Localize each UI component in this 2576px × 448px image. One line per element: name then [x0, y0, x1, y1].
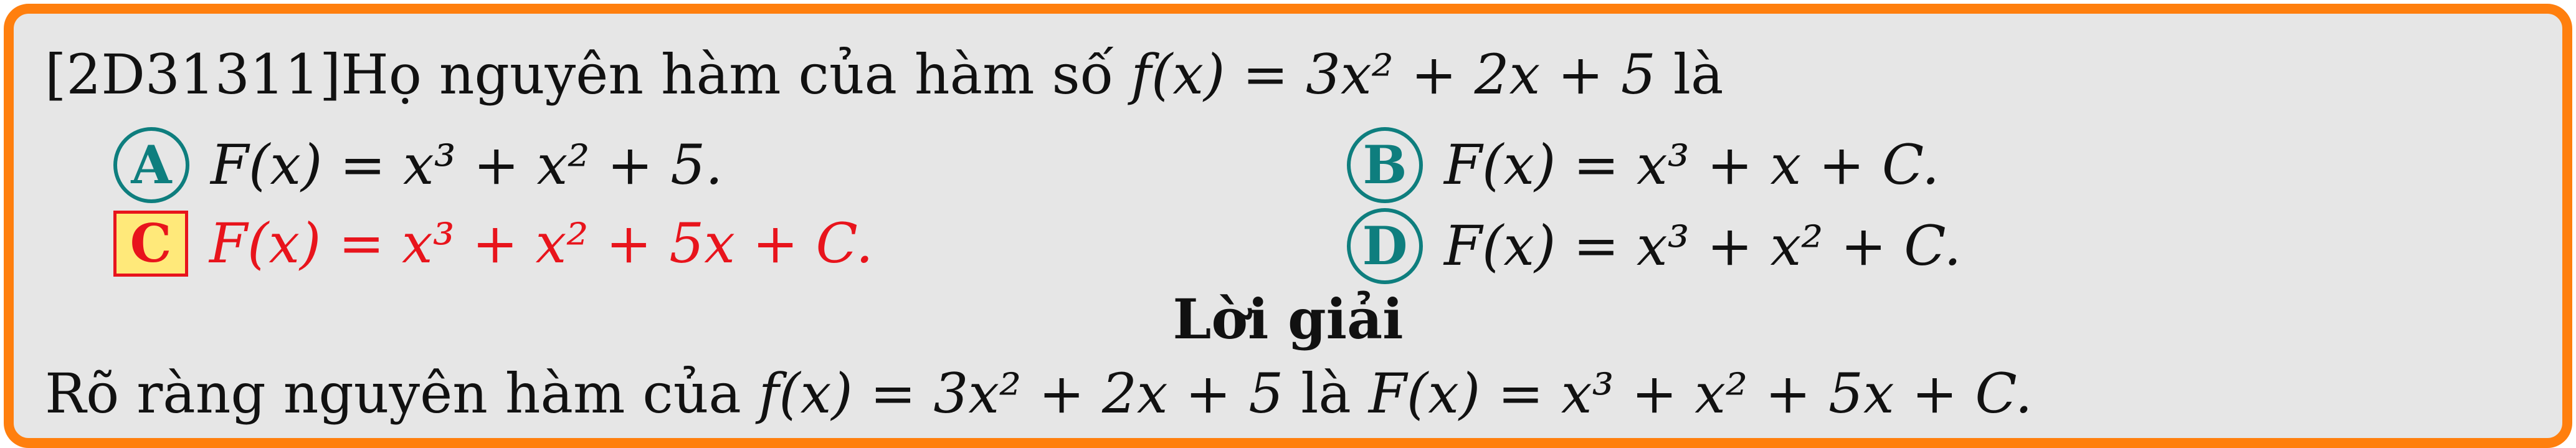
solution-heading: Lời giải [1172, 287, 1404, 351]
option-d[interactable] [1347, 208, 1961, 284]
option-a[interactable] [113, 127, 723, 203]
option-b-text: F(x) = x³ + x + C. [1444, 133, 1940, 197]
option-c-text: F(x) = x³ + x² + 5x + C. [209, 211, 873, 276]
option-a-badge: A [113, 127, 189, 203]
solution-middle: là [1301, 361, 1351, 426]
question-function: f(x) = 3x² + 2x + 5 [1131, 42, 1656, 107]
option-a-text: F(x) = x³ + x² + 5. [211, 133, 723, 197]
option-b[interactable] [1347, 127, 1939, 203]
option-b-badge: B [1347, 127, 1423, 203]
solution-result: F(x) = x³ + x² + 5x + C. [1368, 361, 2033, 426]
option-d-text: F(x) = x³ + x² + C. [1444, 214, 1962, 278]
question-stem [45, 44, 1723, 106]
solution-prefix: Rõ ràng nguyên hàm của [45, 361, 741, 426]
option-c[interactable] [113, 208, 873, 277]
question-prefix: Họ nguyên hàm của hàm số [341, 42, 1114, 107]
solution-text [45, 363, 2032, 425]
solution-function: f(x) = 3x² + 2x + 5 [758, 361, 1284, 426]
question-code: [2D31311] [45, 42, 341, 107]
question-suffix: là [1673, 42, 1724, 107]
option-d-badge: D [1347, 208, 1423, 284]
question-card [4, 4, 2572, 448]
option-c-badge: C [113, 211, 188, 277]
